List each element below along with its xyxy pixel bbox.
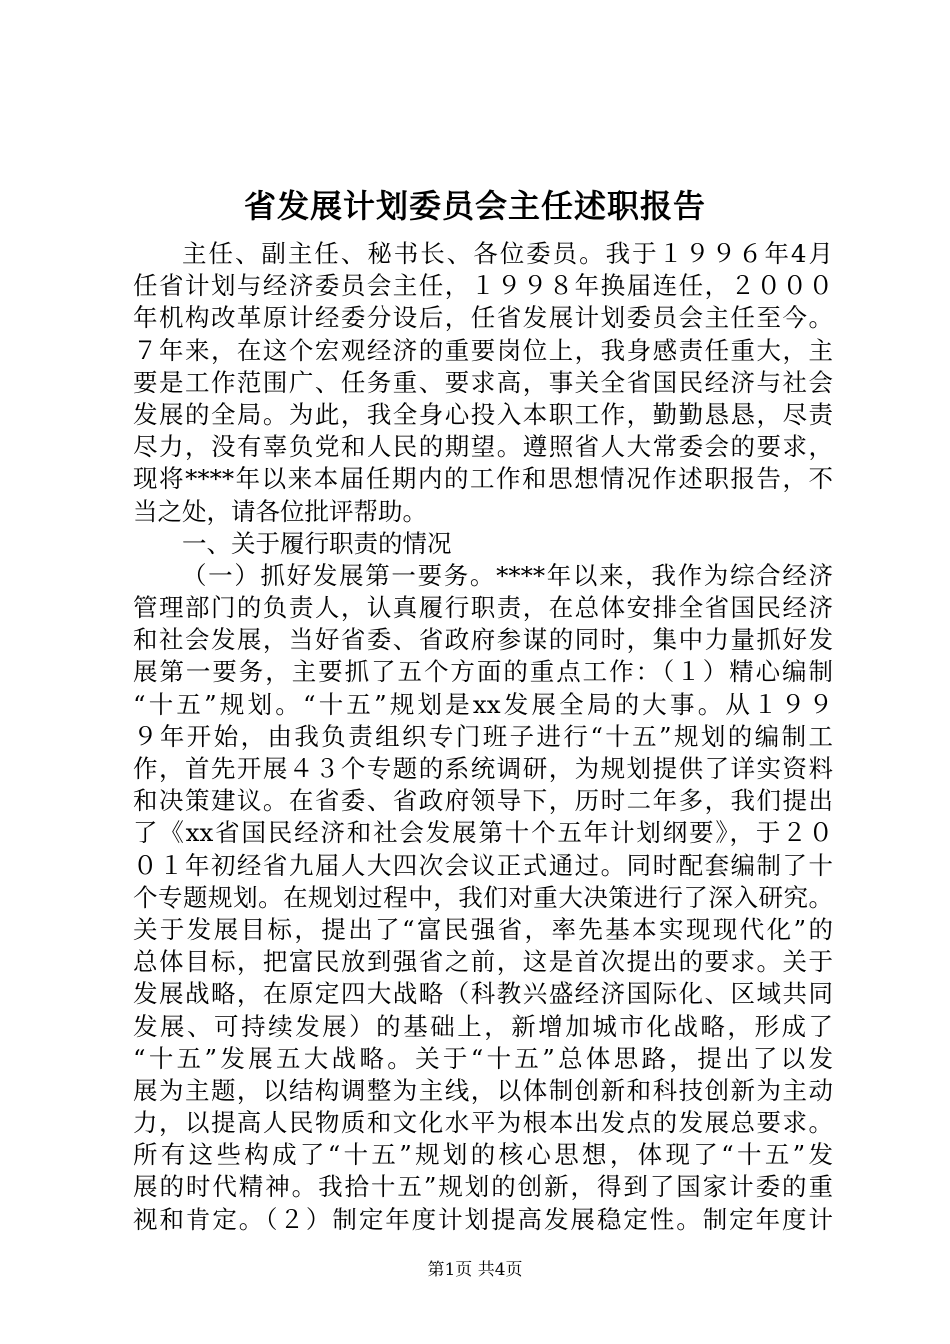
- paragraph-line: “十五”发展五大战略。关于“十五”总体思路，提出了以发: [133, 1043, 833, 1073]
- paragraph-line: 发展、可持续发展）的基础上，新增加城市化战略，形成了: [133, 1011, 833, 1041]
- paragraph-line: 力，以提高人民物质和文化水平为根本出发点的发展总要求。: [133, 1108, 833, 1138]
- paragraph-line: 任省计划与经济委员会主任，１９９８年换届连任，２０００: [133, 271, 833, 301]
- paragraph-line: 展为主题，以结构调整为主线，以体制创新和科技创新为主动: [133, 1075, 833, 1105]
- paragraph-line: 和社会发展，当好省委、省政府参谋的同时，集中力量抓好发: [133, 625, 833, 655]
- paragraph-line: 了《xx省国民经济和社会发展第十个五年计划纲要》，于２０: [133, 818, 833, 848]
- paragraph-line: 个专题规划。在规划过程中，我们对重大决策进行了深入研究。: [133, 882, 833, 912]
- paragraph-line: 总体目标，把富民放到强省之前，这是首次提出的要求。关于: [133, 947, 833, 977]
- paragraph-line: 当之处，请各位批评帮助。: [133, 496, 427, 526]
- page-number-footer: 第1页 共4页: [427, 1260, 523, 1280]
- paragraph-line: 发展战略，在原定四大战略（科教兴盛经济国际化、区域共同: [133, 979, 833, 1009]
- paragraph-line: 作，首先开展４３个专题的系统调研，为规划提供了详实资料: [133, 754, 833, 783]
- paragraph-line: ０１年初经省九届人大四次会议正式通过。同时配套编制了十: [133, 850, 833, 880]
- paragraph-line: ９年开始，由我负责组织专门班子进行“十五”规划的编制工: [133, 721, 833, 751]
- paragraph-line: 主任、副主任、秘书长、各位委员。我于１９９６年4月: [182, 239, 833, 268]
- paragraph-line: 发展的全局。为此，我全身心投入本职工作，勤勤恳恳，尽责: [133, 399, 833, 429]
- paragraph-line: 展的时代精神。我拾十五”规划的创新，得到了国家计委的重: [133, 1172, 833, 1202]
- paragraph-line: 年机构改革原计经委分设后，任省发展计划委员会主任至今。: [133, 303, 833, 333]
- paragraph-line: 展第一要务，主要抓了五个方面的重点工作：（１）精心编制: [133, 657, 833, 687]
- paragraph-line: 所有这些构成了“十五”规划的核心思想，体现了“十五”发: [133, 1140, 833, 1170]
- document-body: [133, 238, 833, 1236]
- paragraph-line: 现将****年以来本届任期内的工作和思想情况作述职报告，不: [133, 464, 833, 494]
- paragraph-line: 管理部门的负责人，认真履行职责，在总体安排全省国民经济: [133, 593, 833, 623]
- document-title: 省发展计划委员会主任述职报告: [243, 187, 706, 225]
- paragraph-line: “十五”规划。“十五”规划是xx发展全局的大事。从１９９: [133, 689, 833, 719]
- paragraph-line: ７年来，在这个宏观经济的重要岗位上，我身感责任重大，主: [133, 335, 833, 365]
- paragraph-line: 尽力，没有辜负党和人民的期望。遵照省人大常委会的要求，: [133, 432, 833, 462]
- paragraph-line: （一）抓好发展第一要务。****年以来，我作为综合经济: [182, 560, 833, 590]
- paragraph-line: 视和肯定。（２）制定年度计划提高发展稳定性。制定年度计: [133, 1204, 833, 1234]
- paragraph-line: 关于发展目标，提出了“富民强省，率先基本实现现代化”的: [133, 914, 833, 944]
- section-heading: 一、关于履行职责的情况: [182, 528, 452, 558]
- paragraph-line: 要是工作范围广、任务重、要求高，事关全省国民经济与社会: [133, 367, 833, 397]
- paragraph-line: 和决策建议。在省委、省政府领导下，历时二年多，我们提出: [133, 786, 833, 816]
